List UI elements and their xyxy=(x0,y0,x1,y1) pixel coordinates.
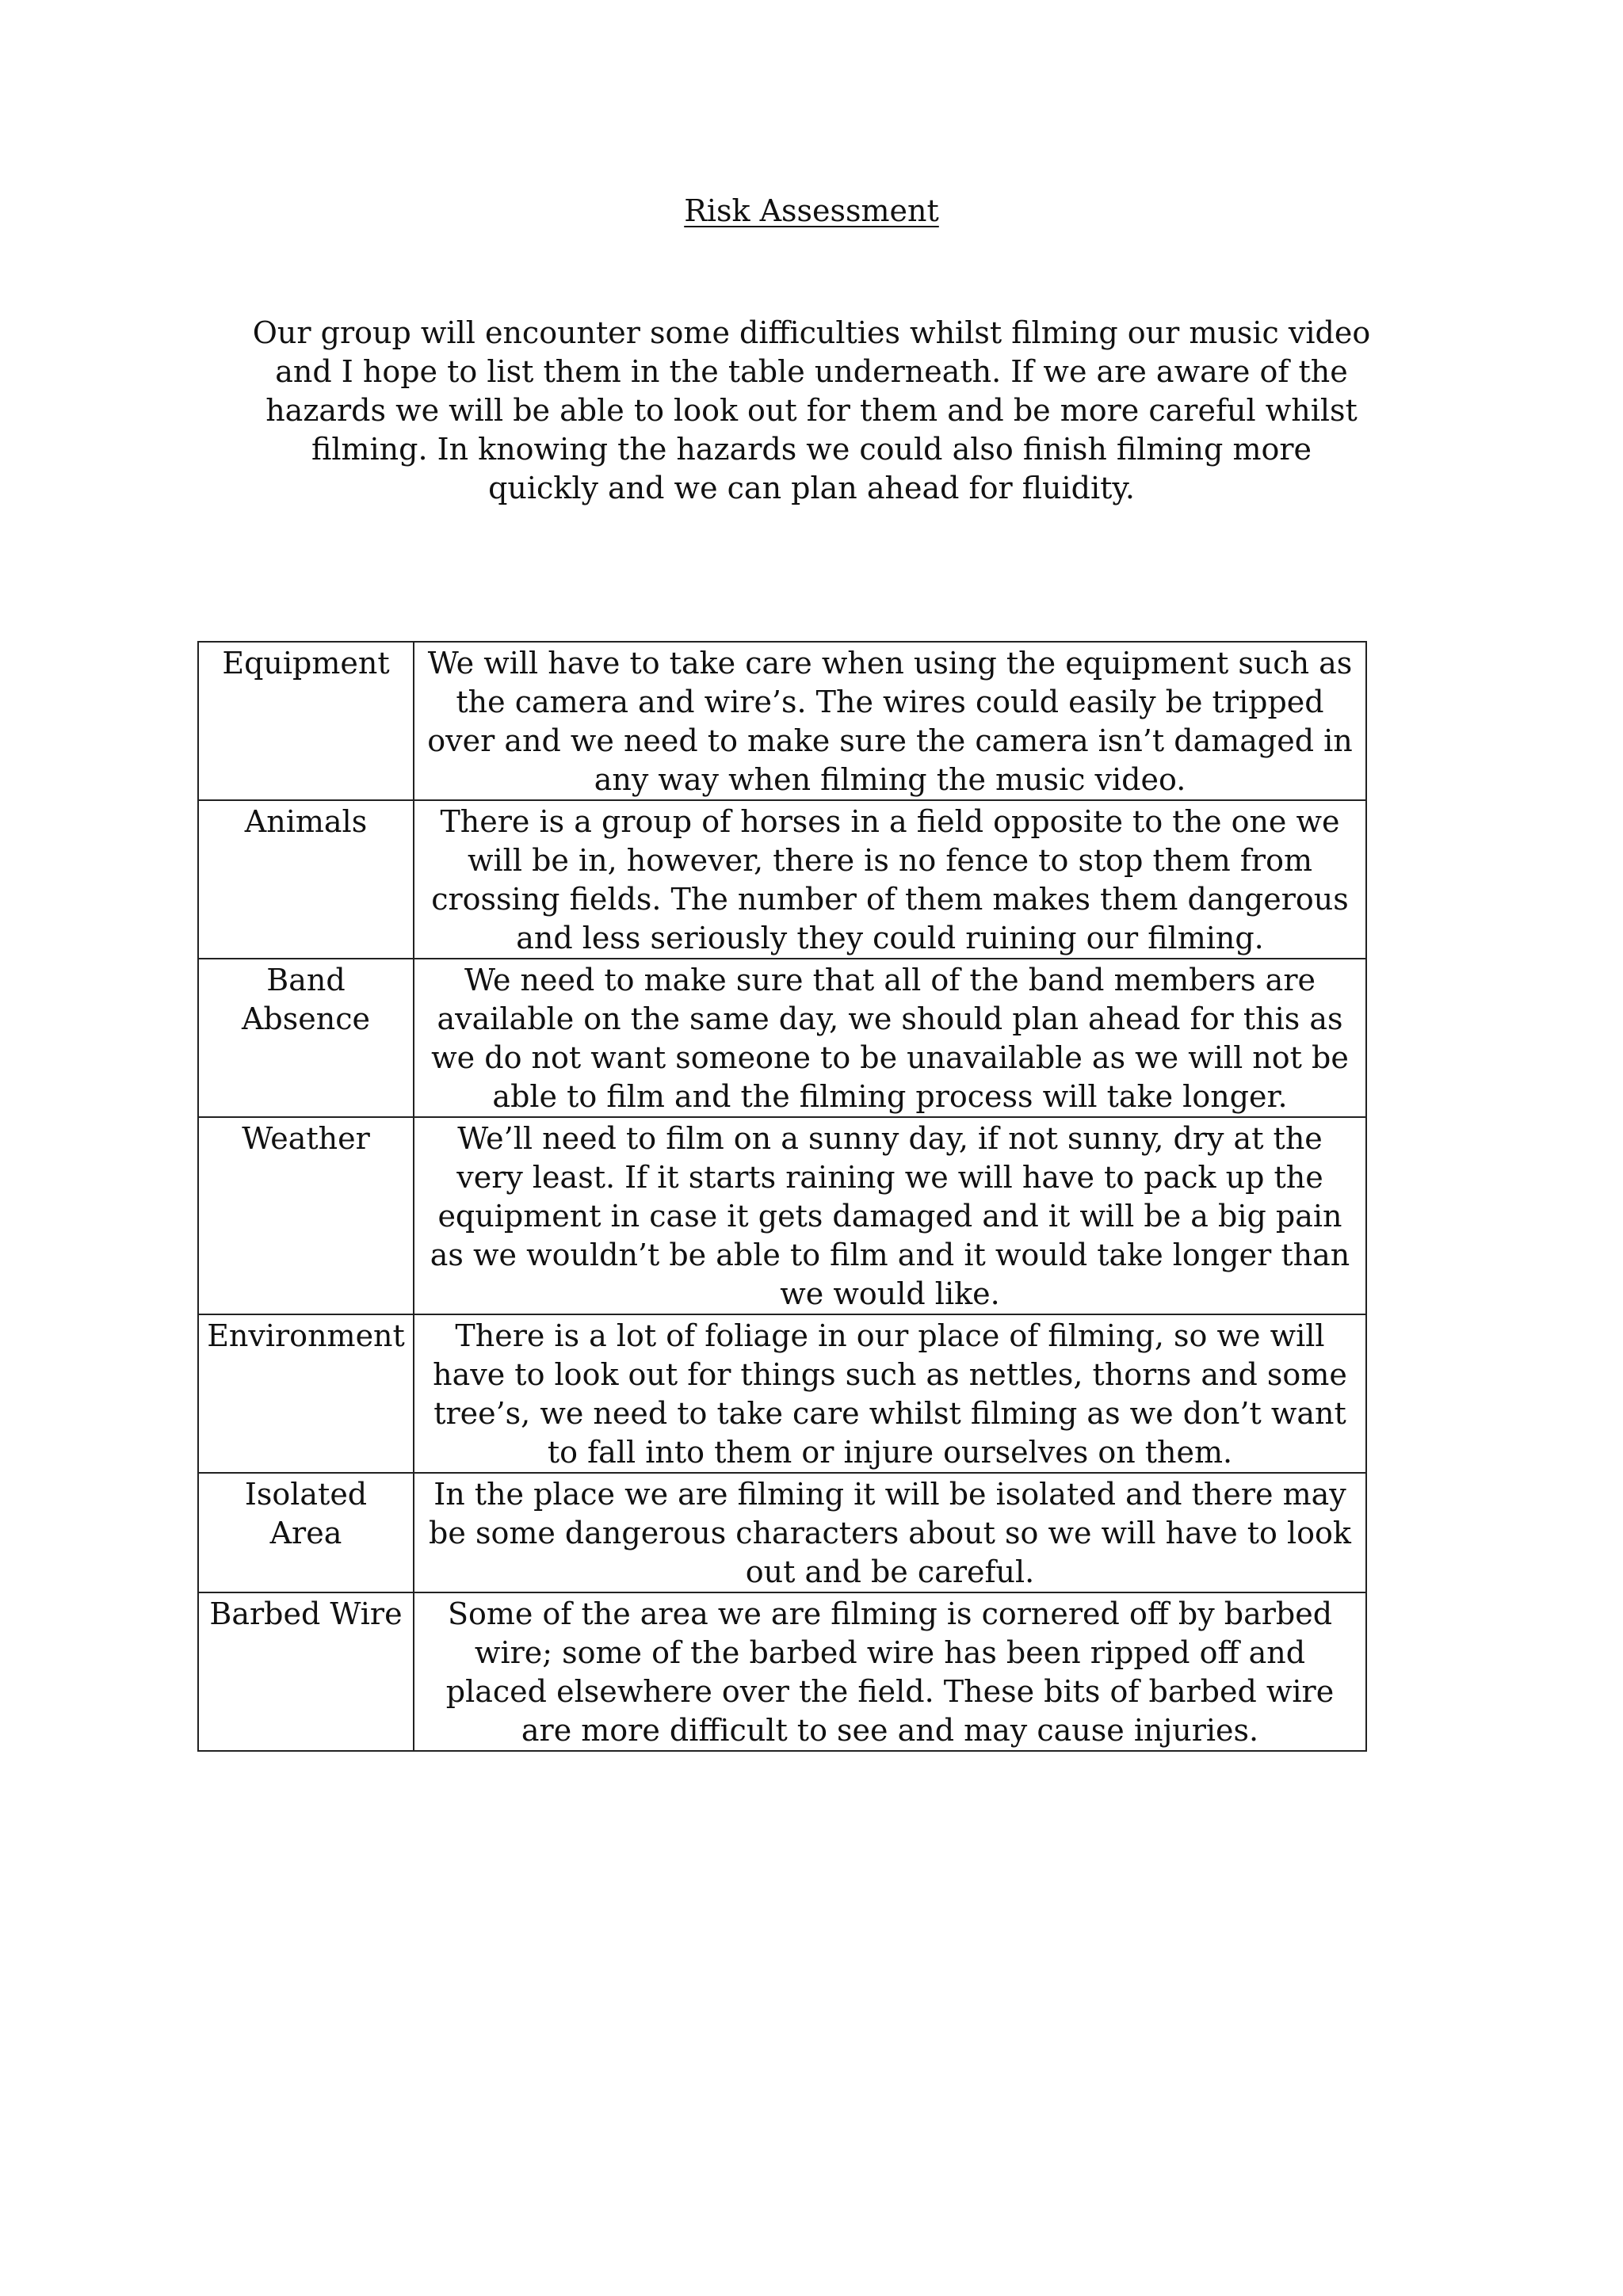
table-row xyxy=(198,1117,1366,1314)
table-row xyxy=(198,642,1366,800)
page-title: Risk Assessment xyxy=(684,193,939,228)
description-cell: There is a lot of foliage in our place of filming, so we will have to look out for things such as nettles, thorns and some tree’s, we need to take care whilst filming as we don’t want to fall into them or injure ourselves on them. xyxy=(414,1314,1366,1473)
description-cell: We need to make sure that all of the band members are available on the same day, we should plan ahead for this as we do not want someone to be unavailable as we will not be able to film and the filming process will take longer. xyxy=(414,959,1366,1117)
hazard-cell: Animals xyxy=(198,800,414,959)
intro-paragraph: Our group will encounter some difficulties whilst filming our music video and I hope to list them in the table underneath. If we are aware of the hazards we will be able to look out for them and be more careful whilst filming. In knowing the hazards we could also finish filming more quickly and we can plan ahead for fluidity. xyxy=(252,315,1371,505)
hazard-cell: Equipment xyxy=(198,642,414,800)
table-row xyxy=(198,1473,1366,1592)
description-cell: In the place we are filming it will be isolated and there may be some dangerous characters about so we will have to look out and be careful. xyxy=(414,1473,1366,1592)
description-cell: We’ll need to film on a sunny day, if not sunny, dry at the very least. If it starts raining we will have to pack up the equipment in case it gets damaged and it will be a big pain as we wouldn’t be able to film and it would take longer than we would like. xyxy=(414,1117,1366,1314)
table-row xyxy=(198,959,1366,1117)
description-cell: We will have to take care when using the equipment such as the camera and wire’s. The wires could easily be tripped over and we need to make sure the camera isn’t damaged in any way when filming the music video. xyxy=(414,642,1366,800)
description-cell: Some of the area we are filming is cornered off by barbed wire; some of the barbed wire has been ripped off and placed elsewhere over the field. These bits of barbed wire are more difficult to see and may cause injuries. xyxy=(414,1592,1366,1751)
hazard-cell: Isolated Area xyxy=(198,1473,414,1592)
table-row xyxy=(198,1592,1366,1751)
table-row xyxy=(198,1314,1366,1473)
hazard-cell: Weather xyxy=(198,1117,414,1314)
risk-table xyxy=(197,641,1367,1752)
hazard-cell: Barbed Wire xyxy=(198,1592,414,1751)
hazard-cell: Band Absence xyxy=(198,959,414,1117)
hazard-cell: Environment xyxy=(198,1314,414,1473)
table-row xyxy=(198,800,1366,959)
description-cell: There is a group of horses in a field opposite to the one we will be in, however, there is no fence to stop them from crossing fields. The number of them makes them dangerous and less seriously they could ruining our filming. xyxy=(414,800,1366,959)
